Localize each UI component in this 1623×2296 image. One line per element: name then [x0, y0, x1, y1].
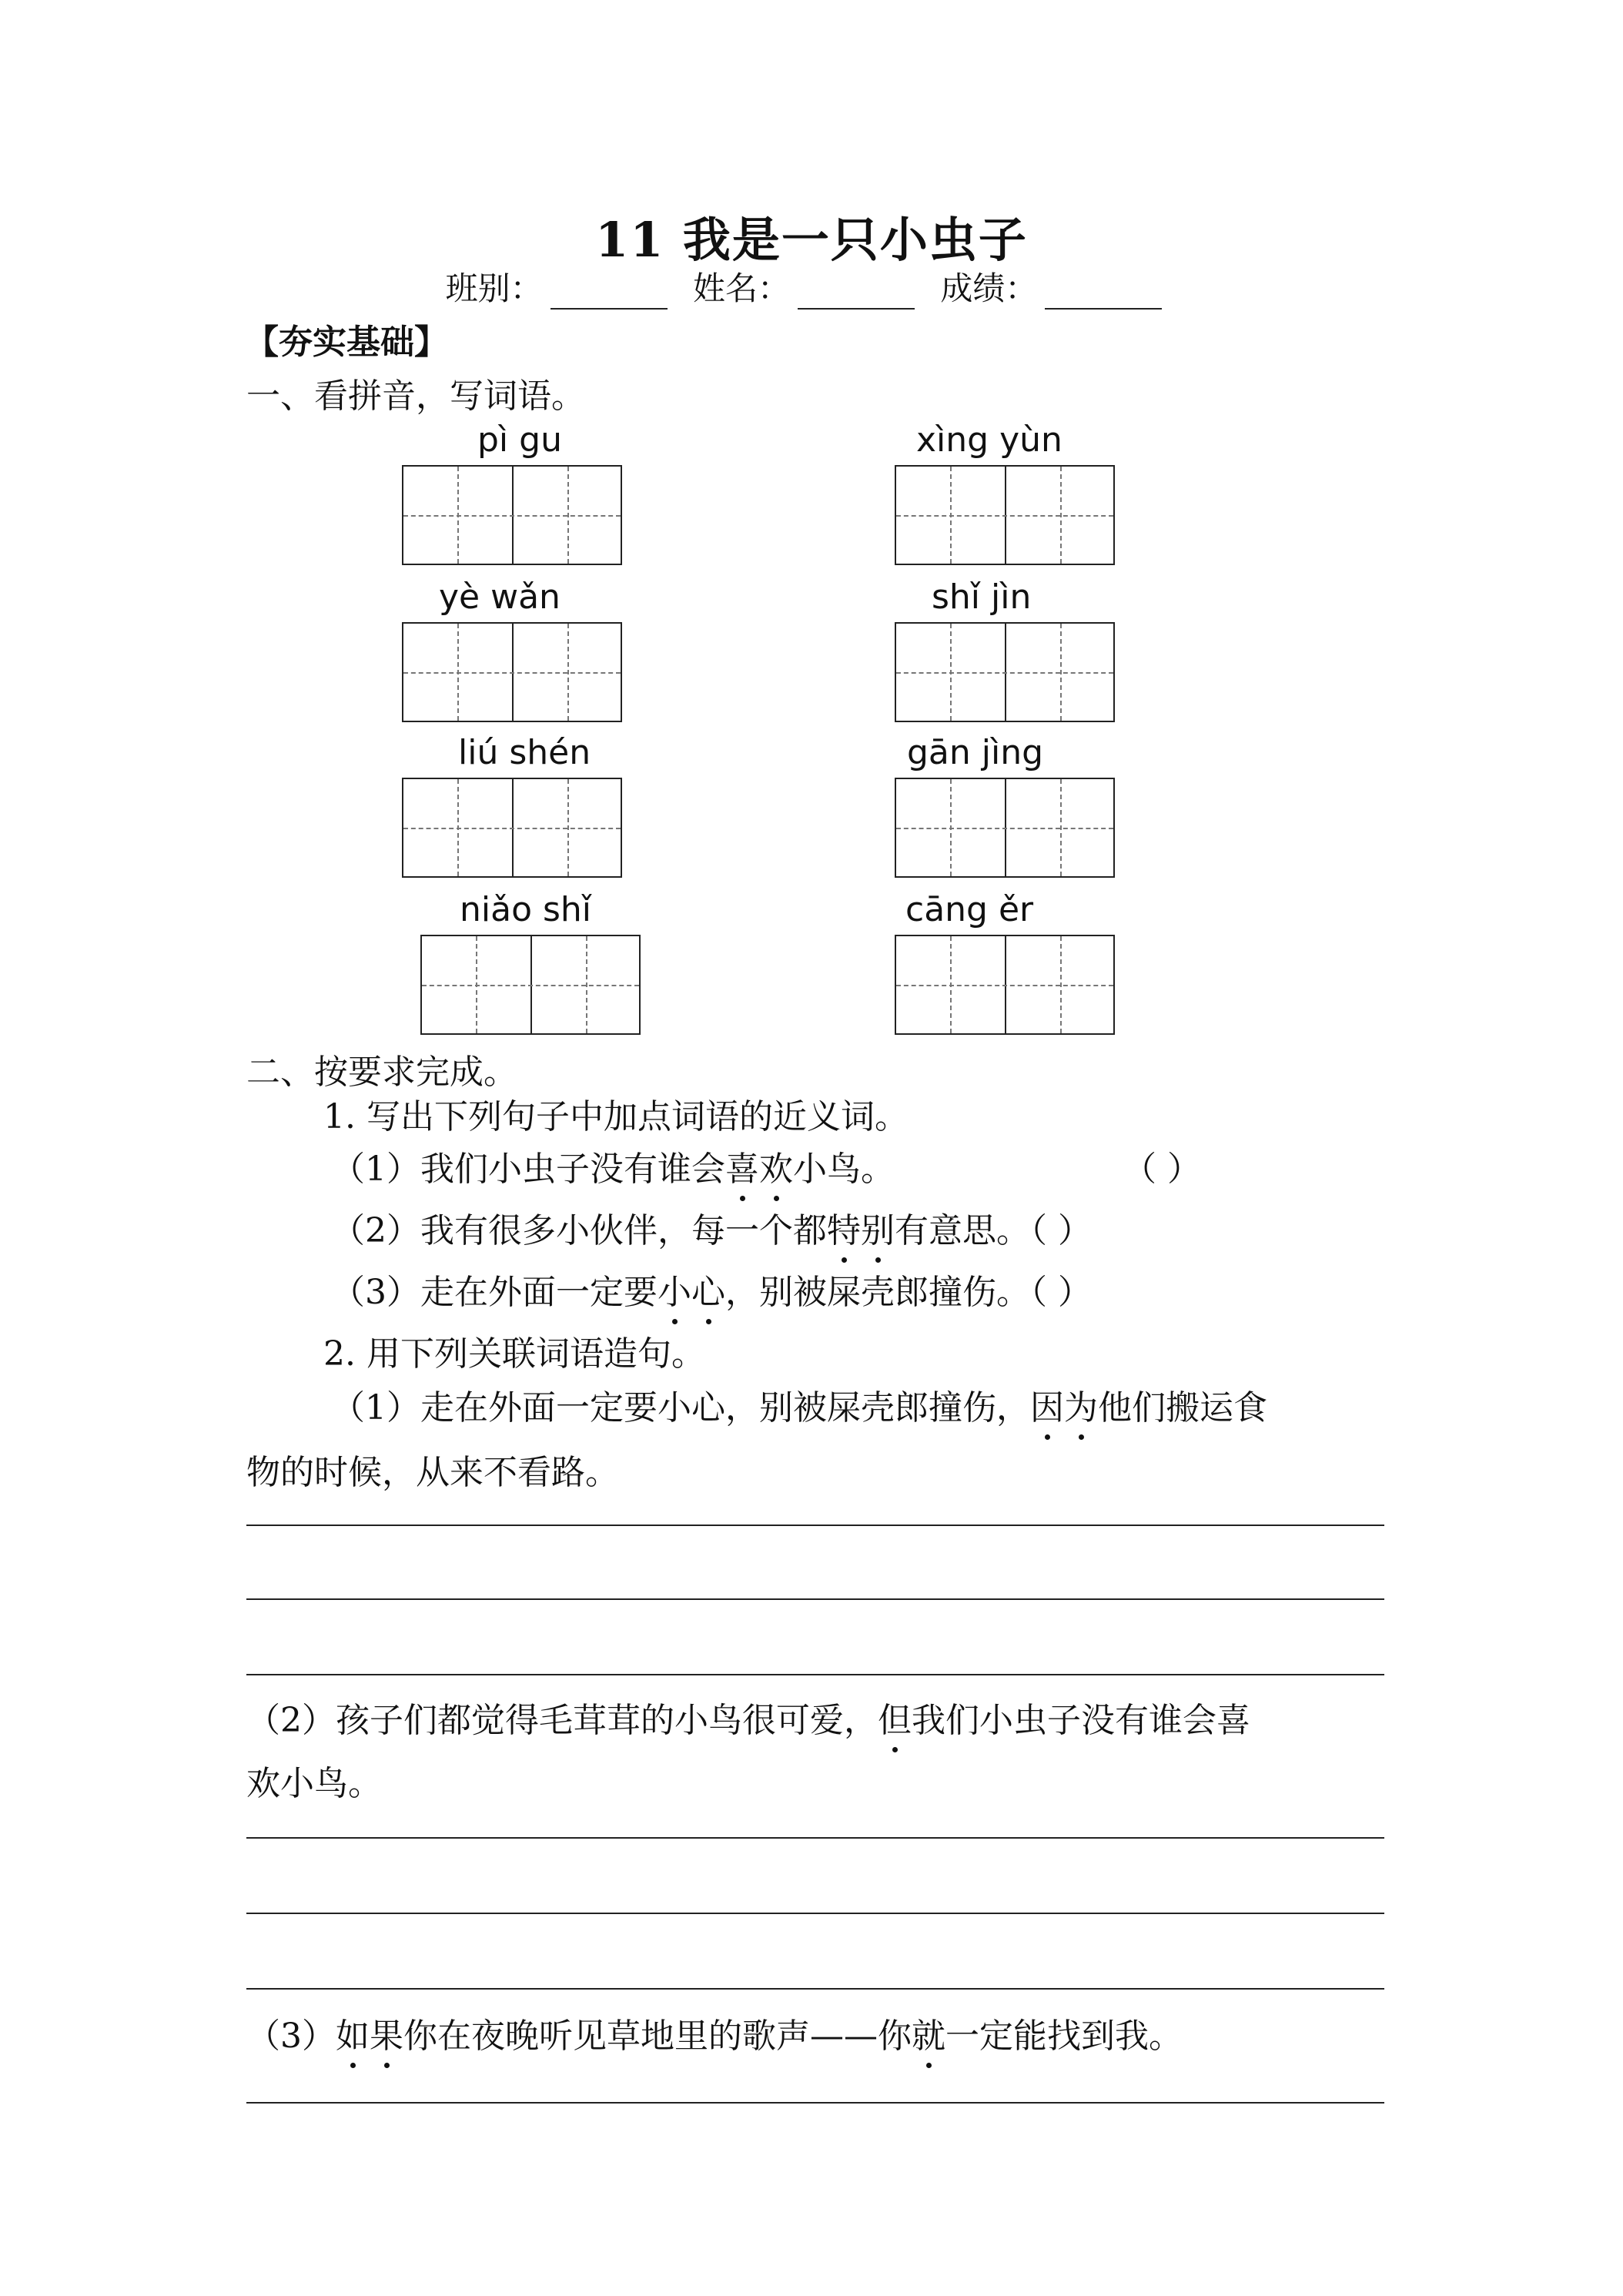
pinyin-label: liú shén — [458, 733, 591, 772]
name-blank[interactable] — [798, 277, 915, 310]
writing-grid[interactable] — [895, 778, 1115, 878]
sentence-2: （2）我有很多小伙伴，每一个都特别有意思。（ ） — [331, 1203, 1092, 1252]
class-label: 班别： — [445, 269, 543, 307]
writing-grid[interactable] — [420, 935, 641, 1035]
writing-grid[interactable] — [895, 465, 1115, 565]
answer-line[interactable] — [246, 2102, 1384, 2104]
q2-heading: 二、按要求完成。 — [246, 1053, 517, 1092]
answer-paren[interactable]: （ ） — [1123, 1150, 1201, 1189]
answer-line[interactable] — [246, 1525, 1384, 1526]
class-blank[interactable] — [550, 277, 668, 310]
pinyin-label: shǐ jìn — [932, 577, 1032, 617]
pinyin-label: xìng yùn — [916, 420, 1062, 460]
pinyin-label: gān jìng — [907, 733, 1044, 772]
sentence-5: （2）孩子们都觉得毛茸茸的小鸟很可爱，但我们小虫子没有谁会喜 — [246, 1692, 1250, 1742]
answer-line[interactable] — [246, 1598, 1384, 1600]
score-blank[interactable] — [1045, 277, 1162, 310]
pinyin-label: yè wǎn — [439, 577, 561, 617]
answer-line[interactable] — [246, 1837, 1384, 1839]
sentence-1: （1）我们小虫子没有谁会喜欢小鸟。 — [331, 1141, 895, 1190]
page-title: 11 我是一只小虫子 — [595, 212, 1028, 268]
writing-grid[interactable] — [402, 622, 622, 722]
sentence-3: （3）走在外面一定要小心，别被屎壳郎撞伤。（ ） — [331, 1264, 1092, 1314]
writing-grid[interactable] — [895, 935, 1115, 1035]
section-heading: 【夯实基础】 — [245, 323, 448, 362]
writing-grid[interactable] — [402, 778, 622, 878]
answer-paren[interactable]: （ ） — [1030, 1211, 1092, 1250]
sentence-4: （1）走在外面一定要小心，别被屎壳郎撞伤，因为他们搬运食 — [331, 1380, 1267, 1429]
writing-grid[interactable] — [402, 465, 622, 565]
part1-heading: 1. 写出下列句子中加点词语的近义词。 — [323, 1097, 909, 1136]
student-info-row — [0, 263, 1623, 310]
answer-paren[interactable]: （ ） — [1030, 1273, 1092, 1312]
sentence-5-cont: 欢小鸟。 — [246, 1764, 382, 1803]
answer-line[interactable] — [246, 1913, 1384, 1914]
pinyin-label: pì gu — [477, 420, 562, 460]
pinyin-label: niǎo shǐ — [460, 890, 592, 929]
q1-heading: 一、看拼音，写词语。 — [246, 377, 585, 416]
answer-line[interactable] — [246, 1988, 1384, 1990]
score-label: 成绩： — [940, 269, 1038, 307]
sentence-6: （3）如果你在夜晚听见草地里的歌声——你就一定能找到我。 — [246, 2008, 1183, 2057]
sentence-4-cont: 物的时候，从来不看路。 — [246, 1453, 619, 1492]
part2-heading: 2. 用下列关联词语造句。 — [323, 1334, 705, 1374]
writing-grid[interactable] — [895, 622, 1115, 722]
answer-line[interactable] — [246, 1674, 1384, 1675]
name-label: 姓名： — [692, 269, 790, 307]
pinyin-label: cāng ěr — [905, 890, 1034, 929]
